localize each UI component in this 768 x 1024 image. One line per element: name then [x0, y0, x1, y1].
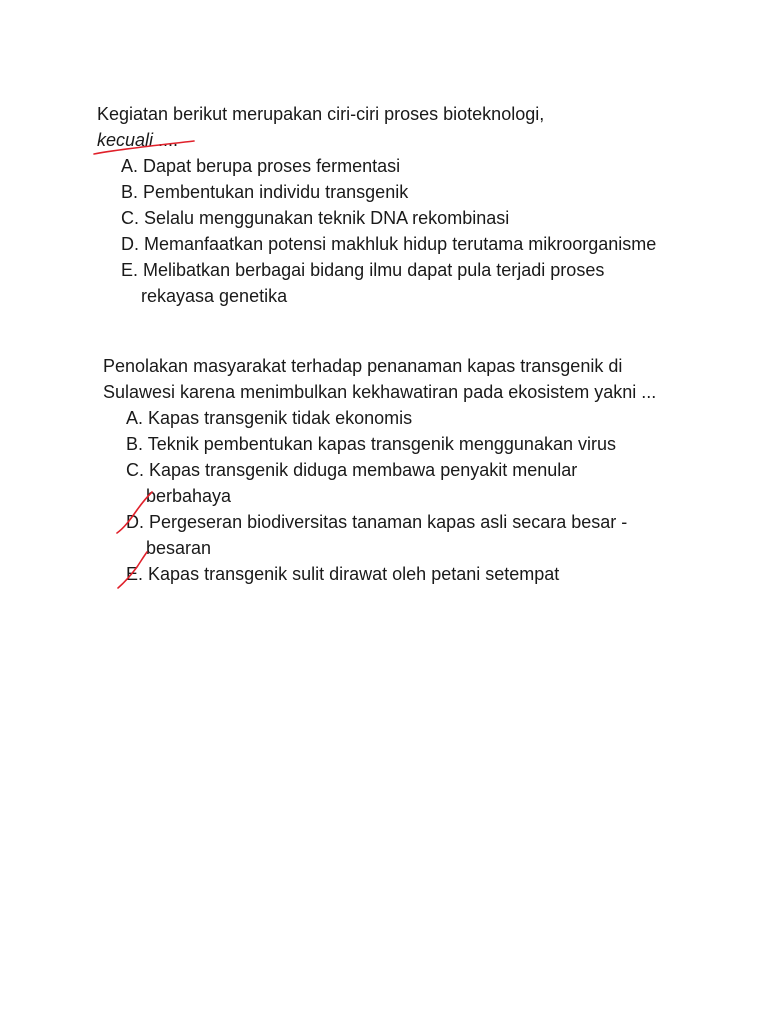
question-2-stem: Penolakan masyarakat terhadap penanaman kapas transgenik di Sulawesi karena menimbulkan kekhawatiran pada ekosistem yakni ... [103, 356, 657, 402]
question-2-option-a [103, 405, 663, 431]
question-1-options [97, 153, 657, 309]
question-2-option-d [103, 509, 663, 561]
option-text: Melibatkan berbagai bidang ilmu dapat pula terjadi proses rekayasa genetika [141, 260, 605, 306]
option-text: Kapas transgenik sulit dirawat oleh petani setempat [148, 564, 560, 584]
question-1 [97, 101, 657, 309]
option-letter: A. [126, 408, 144, 428]
question-2-option-b [103, 431, 663, 457]
option-letter: B. [121, 182, 139, 202]
question-1-stem-emphasis: kecuali [97, 130, 154, 150]
option-letter: C. [121, 208, 139, 228]
option-text: Teknik pembentukan kapas transgenik menggunakan virus [147, 434, 616, 454]
question-1-stem-tail: .... [153, 130, 179, 150]
option-letter: E. [121, 260, 139, 280]
question-1-stem [97, 101, 657, 153]
option-text: Pembentukan individu transgenik [143, 182, 409, 202]
option-text: Kapas transgenik diduga membawa penyakit menular berbahaya [146, 460, 578, 506]
option-letter: D. [121, 234, 139, 254]
question-1-stem-main: Kegiatan berikut merupakan ciri-ciri proses bioteknologi, [97, 104, 545, 124]
option-text: Kapas transgenik tidak ekonomis [148, 408, 413, 428]
option-text: Memanfaatkan potensi makhluk hidup terutama mikroorganisme [144, 234, 657, 254]
question-2-option-c [103, 457, 663, 509]
question-1-option-a [97, 153, 657, 179]
question-1-option-c [97, 205, 657, 231]
option-letter: B. [126, 434, 144, 454]
option-letter: D. [126, 512, 144, 532]
question-1-option-b [97, 179, 657, 205]
question-2 [103, 353, 663, 587]
question-1-option-e [97, 257, 657, 309]
option-text: Dapat berupa proses fermentasi [143, 156, 401, 176]
option-text: Pergeseran biodiversitas tanaman kapas asli secara besar -besaran [146, 512, 628, 558]
option-letter: C. [126, 460, 144, 480]
option-letter: E. [126, 564, 144, 584]
option-text: Selalu menggunakan teknik DNA rekombinasi [144, 208, 510, 228]
option-letter: A. [121, 156, 139, 176]
question-1-option-d [97, 231, 657, 257]
question-2-option-e [103, 561, 663, 587]
question-2-options [103, 405, 663, 587]
